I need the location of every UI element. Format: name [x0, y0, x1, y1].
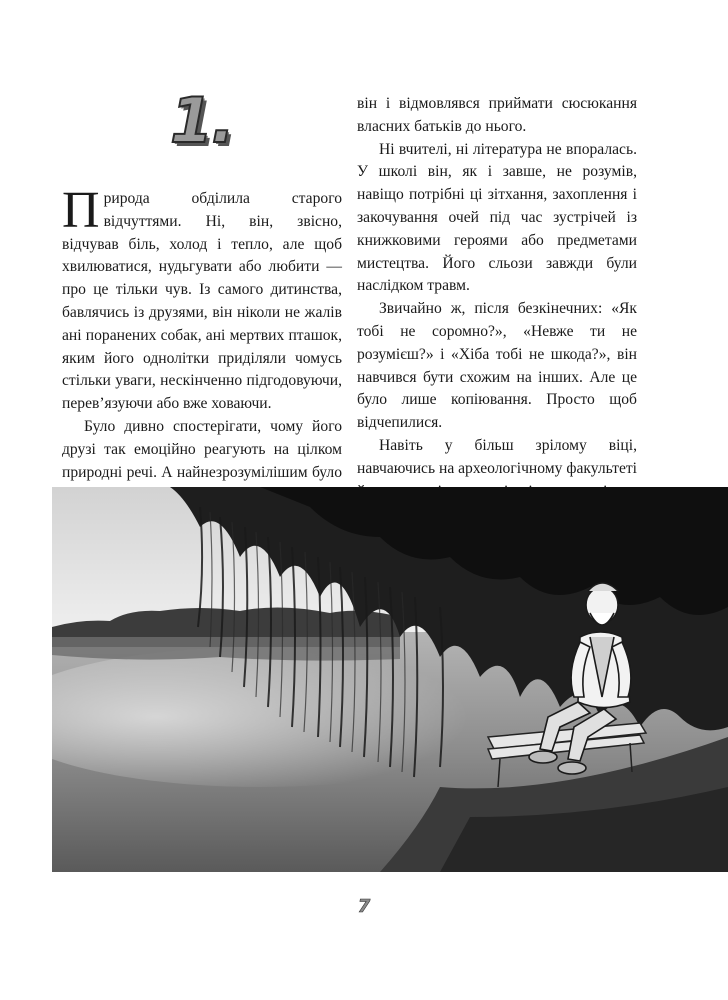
page-number: 7	[357, 896, 371, 917]
paragraph: він і відмовлявся приймати сюсюкання власних батьків до нього.	[357, 95, 637, 135]
drop-cap: П	[62, 182, 100, 239]
paragraph: Ні вчителі, ні література не впоралась. У школі він, як і завше, не розумів, навіщо потрібні ці зітхання, захоплення і закочування очей під час зустрічей із книжковими героями або предметами мистецтва. Його сльози завжди були наслідком травм.	[357, 140, 637, 295]
lake-willow-illustration	[0, 487, 728, 872]
paragraph-text: рирода обділила старого відчуттями. Ні, він, звісно, відчував біль, холод і тепло, але щоб хвилюватися, нудьгувати або любити — про це тільки чув. Із самого дитинства, бавлячись із друзями, він ніколи не жалів ані поранених собак, ані мертвих пташок, яким його однолітки приділяли чомусь стільки уваги, нескінченно підгодовуючи, перев’язуючи або вже ховаючи.	[62, 190, 342, 413]
paragraph: Було дивно спостерігати, чому його друзі так емоційно реагують на цілком природні речі. А найнезрозумілішим було	[62, 417, 342, 481]
paragraph	[62, 182, 342, 416]
paragraph: Навіть у більш зрілому віці, навчаючись на археологічному факультеті	[357, 436, 638, 477]
chapter-number: 1.	[170, 84, 233, 157]
paragraph: Звичайно ж, після безкінечних: «Як тобі не соромно?», «Невже ти не розумієш?» і «Хіба тобі не шкода?», він навчився бути схожим на інших. Але це було лише копіювання. Просто щоб відчепилися.	[357, 300, 637, 432]
